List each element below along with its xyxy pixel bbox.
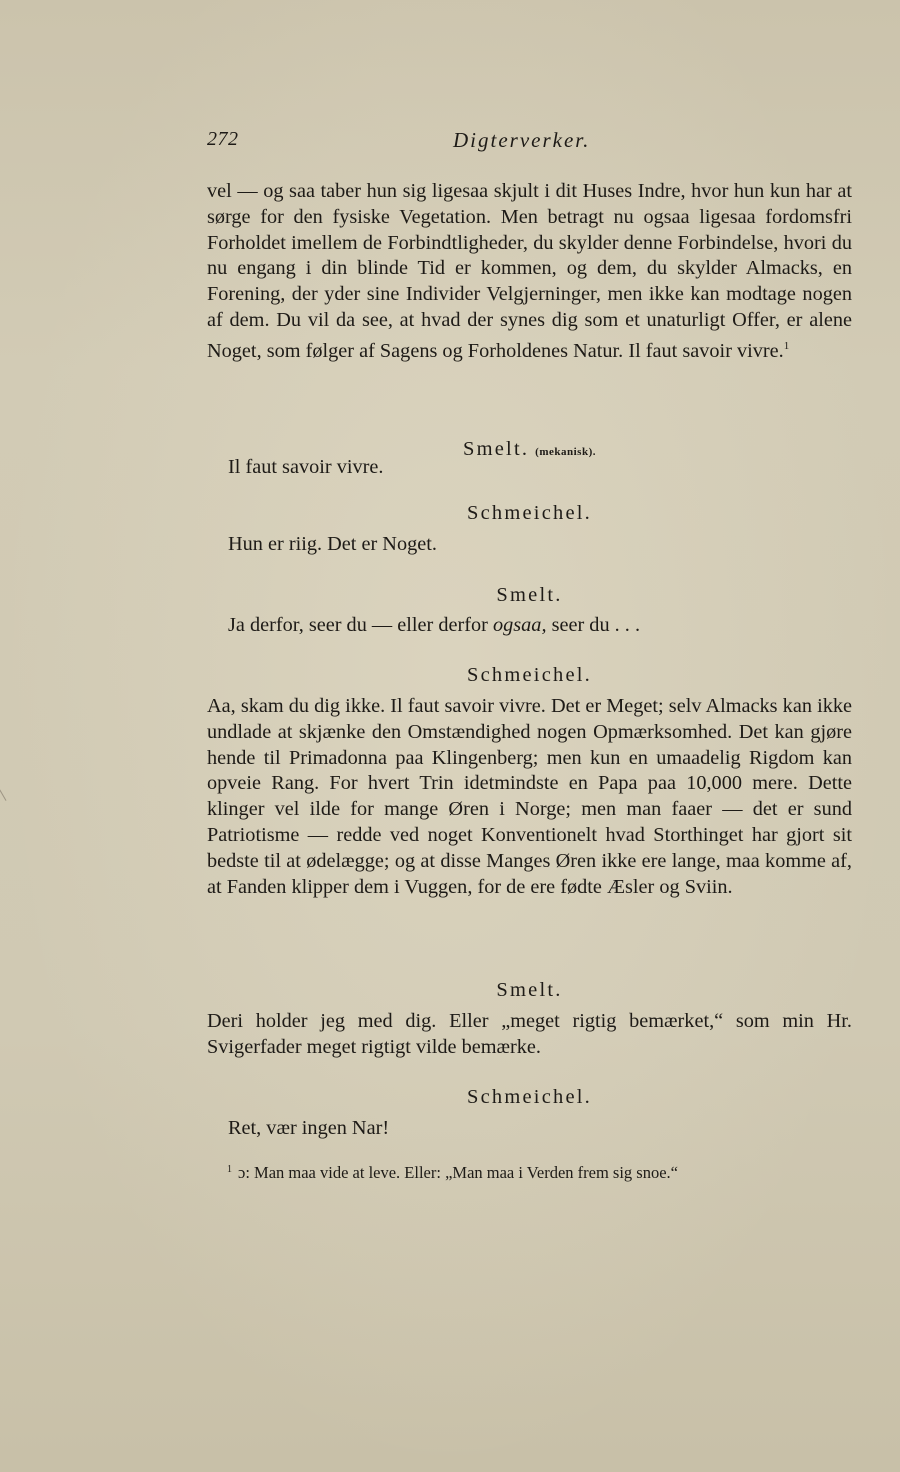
line-text-before: Ja derfor, seer du — eller derfor bbox=[228, 614, 493, 636]
line-text-after: seer du . . . bbox=[546, 614, 641, 636]
speaker-heading-smelt-2: Smelt. bbox=[496, 584, 563, 606]
page-header bbox=[207, 128, 852, 156]
dialogue-line-4: Ret, vær ingen Nar! bbox=[228, 1117, 390, 1139]
dialogue-line-1: Il faut savoir vivre. bbox=[228, 456, 384, 478]
page-blemish bbox=[0, 779, 13, 801]
opening-paragraph-block bbox=[207, 179, 852, 365]
opening-paragraph-text: vel — og saa taber hun sig ligesaa skjult i dit Huses Indre, hvor hun kun har at sørge for den fysiske Vegetation. Men betragt nu ogsaa ligesaa fordomsfri Forholdet imellem de Forbindtligheder, du skylder denne Forbindelse, hvori du nu engang i din blinde Tid er kommen, og dem, du skylder Almacks, en Forening, der yder sine Individer Velgjerninger, men ikke kan modtage nogen af dem. Du vil da see, at hvad der synes dig som et unaturligt Offer, er alene Noget, som følger af Sagens og Forholdenes Natur. Il faut savoir vivre. bbox=[207, 180, 852, 362]
speaker-name: Smelt. bbox=[463, 438, 530, 460]
speaker-heading-smelt-3: Smelt. bbox=[496, 979, 563, 1001]
page-number: 272 bbox=[207, 128, 239, 150]
running-title: Digterverker. bbox=[453, 128, 591, 152]
schmeichel-speech: Aa, skam du dig ikke. Il faut savoir vivre. Det er Meget; selv Almacks kan ikke undlade at skjænke den Omstændighed nogen Opmærksomhed. Det kan gjøre hende til Primadonna paa Klingenberg; men kun en umaadelig Rigdom kan opveie Rang. For hvert Trin idetmindste en Papa paa 10,000 mere. Dette klinger vel ilde for mange Øren i Norge; men man faaer — det er sund Patriotisme — redde ved noget Konventionelt hvad Storthinget har gjort sit bedste til at ødelægge; og at disse Manges Øren ikke ere lange, maa komme af, at Fanden klipper dem i Vuggen, for de ere fødte Æsler og Sviin. bbox=[207, 695, 852, 898]
speaker-heading-schmeichel-2: Schmeichel. bbox=[467, 664, 592, 686]
dialogue-paragraph-smelt bbox=[207, 1009, 852, 1061]
stage-direction: (mekanisk). bbox=[535, 446, 596, 458]
emphasized-word: ogsaa, bbox=[492, 614, 547, 636]
footnote-mark: 1 bbox=[227, 1164, 232, 1175]
dialogue-paragraph-schmeichel bbox=[207, 694, 852, 900]
speaker-heading-schmeichel-1: Schmeichel. bbox=[467, 502, 592, 524]
speaker-heading-schmeichel-3: Schmeichel. bbox=[467, 1086, 592, 1108]
dialogue-line-3 bbox=[228, 613, 640, 639]
footnote-text: ɔ: Man maa vide at leve. Eller: „Man maa i Verden frem sig snoe.“ bbox=[238, 1163, 678, 1182]
footnote bbox=[227, 1163, 678, 1183]
dialogue-line-2: Hun er riig. Det er Noget. bbox=[228, 533, 437, 555]
opening-paragraph bbox=[207, 179, 852, 365]
footnote-reference: 1 bbox=[783, 339, 790, 352]
smelt-speech: Deri holder jeg med dig. Eller „meget rigtig bemærket,“ som min Hr. Svigerfader meget rigtigt vilde bemærke. bbox=[207, 1010, 852, 1058]
